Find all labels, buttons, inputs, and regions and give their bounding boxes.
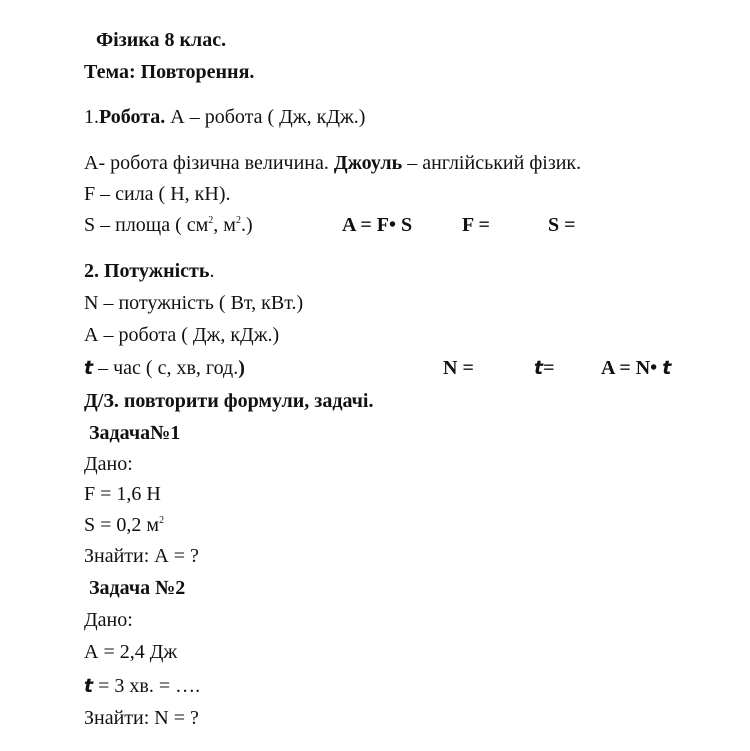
work-definition-text: А- робота фізична величина. <box>84 152 334 174</box>
formula-time-equals: = <box>543 357 555 379</box>
task2-find: Знайти: N = ? <box>84 707 199 729</box>
section2-heading <box>84 259 214 283</box>
formula-work-power-time: t <box>662 357 672 379</box>
formula-force: F = <box>462 214 490 236</box>
task1-area-text: S = 0,2 м <box>84 514 160 536</box>
task1-area <box>84 513 164 537</box>
area-exponent-cm: 2 <box>208 215 214 226</box>
area-text-m: , м <box>213 214 236 236</box>
task2-time-symbol: t <box>84 675 94 697</box>
area-text: S – площа ( см <box>84 214 209 236</box>
task1-given: Дано: <box>84 453 133 475</box>
section1-title: Робота. <box>99 106 166 128</box>
task2-time <box>84 674 200 698</box>
task2-time-text: = 3 хв. = …. <box>93 675 201 697</box>
force-line: F – сила ( Н, кН). <box>84 183 231 205</box>
work-definition-line <box>84 151 581 175</box>
joule-description: – англійський фізик. <box>402 152 582 174</box>
area-exponent-m: 2 <box>235 215 241 226</box>
time-line <box>84 356 245 380</box>
homework-line: Д/З. повторити формули, задачі. <box>84 390 374 412</box>
time-text-bracket: ) <box>238 357 245 379</box>
formula-time <box>534 356 555 380</box>
area-line <box>84 213 253 237</box>
topic-heading: Тема: Повторення. <box>84 61 255 83</box>
task2-given: Дано: <box>84 609 133 631</box>
section1-number: 1. <box>84 106 99 128</box>
formula-time-symbol: t <box>534 357 544 379</box>
work-line: А – робота ( Дж, кДж.) <box>84 324 280 346</box>
section2-title-dot: . <box>209 260 215 282</box>
formula-work-power-text: A = N• <box>601 357 658 379</box>
formula-area: S = <box>548 214 576 236</box>
area-text-end: .) <box>240 214 253 236</box>
section1-heading <box>84 105 365 129</box>
power-line: N – потужність ( Вт, кВт.) <box>84 292 304 314</box>
formula-power: N = <box>443 357 474 379</box>
task1-find: Знайти: А = ? <box>84 545 199 567</box>
task2-title: Задача №2 <box>89 577 186 599</box>
task1-title: Задача№1 <box>89 422 181 444</box>
formula-work-power <box>601 356 671 380</box>
time-symbol: t <box>84 357 94 379</box>
section2-title: 2. Потужність <box>84 260 210 282</box>
task1-area-exponent: 2 <box>159 515 165 526</box>
subject-heading: Фізика 8 клас. <box>96 29 227 51</box>
formula-work: A = F• S <box>342 214 413 236</box>
time-text: – час ( с, хв, год. <box>93 357 239 379</box>
section1-title-rest: А – робота ( Дж, кДж.) <box>165 106 366 128</box>
task2-work: А = 2,4 Дж <box>84 641 178 663</box>
joule-word: Джоуль <box>333 152 403 174</box>
task1-force: F = 1,6 Н <box>84 483 161 505</box>
